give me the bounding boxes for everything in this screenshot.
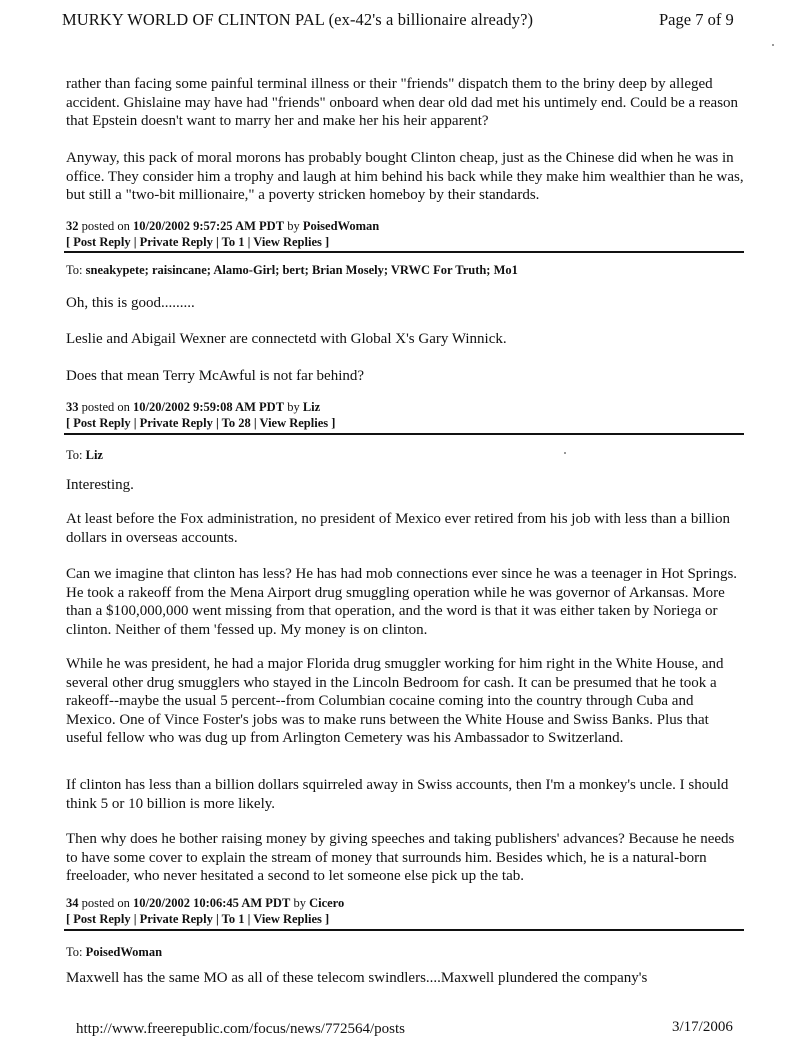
post-recipients: To: PoisedWoman xyxy=(66,945,163,959)
page-title: MURKY WORLD OF CLINTON PAL (ex-42's a billionaire already?) xyxy=(62,10,534,29)
post-reply-link[interactable]: Post Reply xyxy=(73,416,131,430)
page-number: Page 7 of 9 xyxy=(659,10,734,29)
to-link[interactable]: To 1 xyxy=(221,912,245,926)
post-recipients: To: sneakypete; raisincane; Alamo-Girl; bert; Brian Mosely; VRWC For Truth; Mo1 xyxy=(66,263,518,277)
footer-date: 3/17/2006 xyxy=(672,1019,733,1035)
post-33-paragraph-3: Can we imagine that clinton has less? He has had mob connections ever since he was a teenager in Hot Springs. He took a rakeoff from the Mena Airport drug smuggling operation while he was governor of Arkansas. More than a $100,000,000 went missing from that operation, and the word is that it was either taken by Noriega or clinton. Neither of them 'fessed up. My money is on clinton. xyxy=(66,566,738,638)
post-33-paragraph-4: While he was president, he had a major Florida drug smuggler working for him right in the White House, and several other drug smugglers who stayed in the Lincoln Bedroom for cash. It can be presumed that he took a rakeoff--maybe the usual 5 percent--from Columbian cocaine coming into the country through Cuba and Mexico. One of Vince Foster's jobs was to make runs between the White House and Swiss Banks. Plus that useful fellow who was dug up from Arlington Cemetery was his Ambassador to Switzerland. xyxy=(66,656,724,746)
post-number: 33 xyxy=(66,400,79,414)
post-author[interactable]: Liz xyxy=(302,400,321,414)
post-reply-link[interactable]: Post Reply xyxy=(73,235,131,249)
to-link[interactable]: To 1 xyxy=(221,235,245,249)
post-meta-33: 33 posted on 10/20/2002 9:59:08 AM PDT by Liz [ Post Reply | Private Reply | To 28 | View Replies ] xyxy=(66,400,336,430)
post-author[interactable]: Cicero xyxy=(309,896,345,910)
private-reply-link[interactable]: Private Reply xyxy=(139,416,213,430)
post-date: 10/20/2002 9:59:08 AM PDT xyxy=(133,400,285,414)
view-replies-link[interactable]: View Replies xyxy=(253,912,322,926)
scan-speck xyxy=(772,44,774,46)
private-reply-link[interactable]: Private Reply xyxy=(139,235,213,249)
post-number: 34 xyxy=(66,896,79,910)
footer-url[interactable]: http://www.freerepublic.com/focus/news/772564/posts xyxy=(76,1021,405,1037)
post-33-paragraph-1: Interesting. xyxy=(66,477,134,493)
post-reply-link[interactable]: Post Reply xyxy=(73,912,131,926)
post-divider xyxy=(64,251,744,253)
view-replies-link[interactable]: View Replies xyxy=(253,235,322,249)
post-33-paragraph-2: At least before the Fox administration, no president of Mexico ever retired from his job with less than a billion dollars in overseas accounts. xyxy=(66,511,731,546)
post-32-paragraph-1: Oh, this is good......... xyxy=(66,295,195,311)
view-replies-link[interactable]: View Replies xyxy=(259,416,329,430)
post-meta-32: 32 posted on 10/20/2002 9:57:25 AM PDT by PoisedWoman [ Post Reply | Private Reply | To 1 | View Replies ] xyxy=(66,219,380,249)
scan-speck xyxy=(564,452,566,454)
post-date: 10/20/2002 9:57:25 AM PDT xyxy=(133,219,285,233)
post-32-paragraph-3: Does that mean Terry McAwful is not far behind? xyxy=(66,368,365,384)
intro-paragraph-1: rather than facing some painful terminal illness or their "friends" dispatch them to the briny deep by alleged accident. Ghislaine may have had "friends" onboard when dear old dad met his untimely end. Could be a reason that Epstein doesn't want to marry her and make her his heir apparent? xyxy=(66,76,739,129)
post-divider xyxy=(64,929,744,931)
post-date: 10/20/2002 10:06:45 AM PDT xyxy=(133,896,291,910)
post-number: 32 xyxy=(66,219,79,233)
private-reply-link[interactable]: Private Reply xyxy=(139,912,213,926)
to-link[interactable]: To 28 xyxy=(221,416,251,430)
intro-paragraph-2: Anyway, this pack of moral morons has probably bought Clinton cheap, just as the Chinese did when he was in office. They consider him a trophy and laugh at him behind his back while they make him wealthier than he was, but still a "two-bit millionaire," a poverty stricken homeboy by their standards. xyxy=(66,150,744,203)
post-author[interactable]: PoisedWoman xyxy=(302,219,380,233)
post-34-paragraph-1: Maxwell has the same MO as all of these telecom swindlers....Maxwell plundered the company's xyxy=(66,970,648,986)
post-recipients: To: Liz xyxy=(66,448,103,462)
post-33-paragraph-6: Then why does he bother raising money by giving speeches and taking publishers' advances? Because he needs to have some cover to explain the stream of money that surrounds him. Besides which, he is a natural-born freeloader, who never hesitated a second to let someone else pick up the tab. xyxy=(66,831,735,884)
post-33-paragraph-5: If clinton has less than a billion dollars squirreled away in Swiss accounts, then I'm a monkey's uncle. I should think 5 or 10 billion is more likely. xyxy=(66,777,729,812)
post-32-paragraph-2: Leslie and Abigail Wexner are connectetd with Global X's Gary Winnick. xyxy=(66,331,507,347)
post-meta-34: 34 posted on 10/20/2002 10:06:45 AM PDT by Cicero [ Post Reply | Private Reply | To 1 | View Replies ] xyxy=(66,896,345,926)
post-divider xyxy=(64,433,744,435)
